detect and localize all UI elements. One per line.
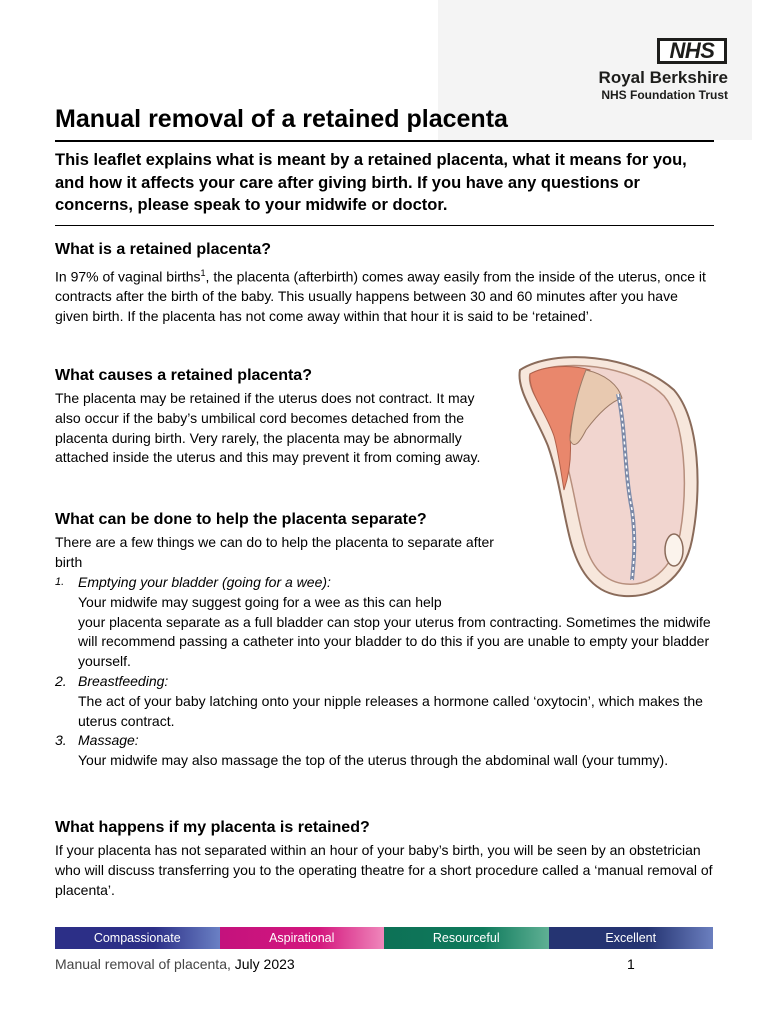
trust-name-line2: NHS Foundation Trust xyxy=(601,88,728,102)
list-item-body-first: Your midwife may suggest going for a wee as this can help xyxy=(78,593,442,610)
intro-paragraph: This leaflet explains what is meant by a retained placenta, what it means for you, and how it affects your care after giving birth. If you have any questions or concerns, please speak to your midwife or doctor. xyxy=(55,151,687,214)
value-aspirational: Aspirational xyxy=(220,927,385,949)
trust-name-line1: Royal Berkshire xyxy=(598,68,728,87)
title-divider xyxy=(55,140,714,142)
trust-values-bar xyxy=(55,927,713,949)
list-item-number: 2. xyxy=(55,672,67,689)
intro-divider xyxy=(55,225,714,226)
paragraph-retained: If your placenta has not separated within an hour of your baby’s birth, you will be seen by an obstetrician who will discuss transferring you to the operating theatre for a short procedure called a ‘manual removal of placenta’. xyxy=(55,842,713,898)
uterus-placenta-illustration xyxy=(514,350,704,600)
nhs-logo xyxy=(657,38,727,64)
list-item-label: Massage: xyxy=(78,732,139,749)
list-item xyxy=(55,672,720,731)
what-text-start: In 97% of vaginal births xyxy=(55,268,201,285)
list-item-label: Breastfeeding: xyxy=(78,672,169,689)
list-item-body: your placenta separate as a full bladder can stop your uterus from contracting. Sometimes the midwife will recommend passing a catheter into your bladder to do this if you are unable to empty your bladder yourself. xyxy=(78,613,711,670)
help-list xyxy=(55,573,720,771)
nhs-logo-text: NHS xyxy=(669,38,715,63)
footnote-reference: 1 xyxy=(200,268,206,278)
footer-title: Manual removal of placenta, xyxy=(55,956,235,972)
heading-causes: What causes a retained placenta? xyxy=(55,367,312,384)
page-number: 1 xyxy=(627,956,635,972)
paragraph-help-separate: There are a few things we can do to help the placenta to separate after birth xyxy=(55,534,494,570)
paragraph-causes: The placenta may be retained if the uterus does not contract. It may also occur if the baby’s umbilical cord becomes detached from the placenta during birth. Very rarely, the placenta may be abnormally attached inside the uterus and this may prevent it from coming away. xyxy=(55,390,481,466)
footer-date: July 2023 xyxy=(234,956,295,972)
heading-help-separate: What can be done to help the placenta separate? xyxy=(55,511,427,528)
list-item-body: The act of your baby latching onto your nipple releases a hormone called ‘oxytocin’, which makes the uterus contract. xyxy=(78,692,703,729)
list-item-label: Emptying your bladder (going for a wee): xyxy=(78,574,331,590)
document-title: Manual removal of a retained placenta xyxy=(55,105,508,133)
heading-what-is-retained-placenta: What is a retained placenta? xyxy=(55,241,272,258)
footer-document-info xyxy=(55,956,295,972)
list-item xyxy=(55,573,720,672)
value-resourceful: Resourceful xyxy=(384,927,549,949)
paragraph-what-is-retained-placenta xyxy=(55,264,715,327)
list-item xyxy=(55,731,720,771)
value-compassionate: Compassionate xyxy=(55,927,220,949)
trust-name xyxy=(599,68,728,102)
list-item-body: Your midwife may also massage the top of the uterus through the abdominal wall (your tummy). xyxy=(78,752,669,769)
list-item-number: 3. xyxy=(55,732,67,749)
list-item-number: 1. xyxy=(55,576,65,588)
heading-retained: What happens if my placenta is retained? xyxy=(55,819,370,836)
what-text-end: , the placenta (afterbirth) comes away easily from the inside of the uterus, once it contracts after the birth of the baby. This usually happens between 30 and 60 minutes after you have given birth. If the placenta has not come away within that hour it is said to be ‘retained’. xyxy=(55,268,706,325)
value-excellent: Excellent xyxy=(549,927,714,949)
